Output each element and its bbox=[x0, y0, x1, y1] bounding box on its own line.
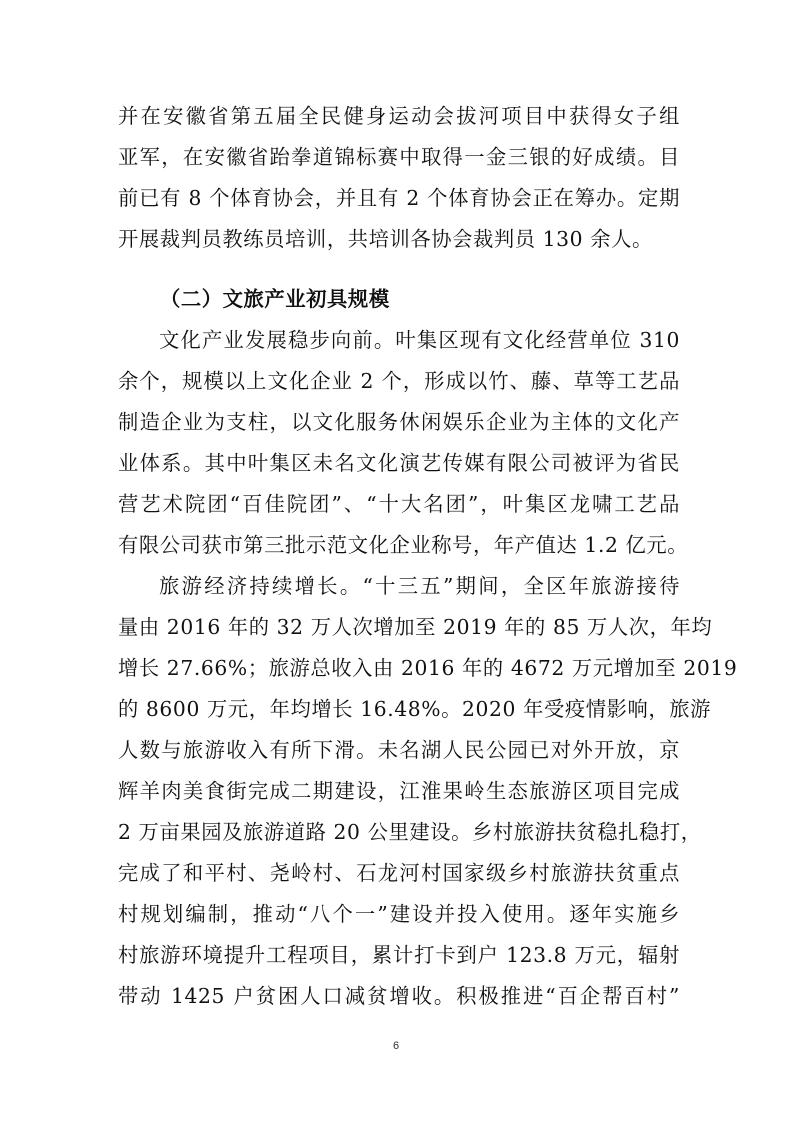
text-line: 辉羊肉美食街完成二期建设，江淮果岭生态旅游区项目完成 bbox=[118, 779, 680, 803]
text-line: 量由 2016 年的 32 万人次增加至 2019 年的 85 万人次，年均 bbox=[118, 615, 713, 639]
text-line: 开展裁判员教练员培训，共培训各协会裁判员 130 余人。 bbox=[118, 227, 653, 251]
text-line: 制造企业为支柱，以文化服务休闲娱乐企业为主体的文化产 bbox=[118, 410, 680, 434]
text-line: 并在安徽省第五届全民健身运动会拔河项目中获得女子组 bbox=[118, 104, 680, 128]
document-body bbox=[118, 96, 738, 1017]
text-line: 2 万亩果园及旅游道路 20 公里建设。乡村旅游扶贫稳扎稳打， bbox=[118, 820, 702, 844]
text-line: 的 8600 万元，年均增长 16.48%。2020 年受疫情影响，旅游 bbox=[118, 697, 712, 721]
text-line: 旅游经济持续增长。“十三五”期间，全区年旅游接待 bbox=[159, 574, 680, 598]
text-line: 完成了和平村、尧岭村、石龙河村国家级乡村旅游扶贫重点 bbox=[118, 861, 680, 885]
text-line: 业体系。其中叶集区未名文化演艺传媒有限公司被评为省民 bbox=[118, 451, 680, 475]
text-line: 文化产业发展稳步向前。叶集区现有文化经营单位 310 bbox=[159, 328, 680, 352]
text-line: 带动 1425 户贫困人口减贫增收。积极推进“百企帮百村” bbox=[118, 984, 680, 1008]
text-line: 增长 27.66%；旅游总收入由 2016 年的 4672 万元增加至 2019 bbox=[118, 656, 738, 680]
page-number: 6 bbox=[392, 1040, 400, 1052]
section-heading: （二）文旅产业初具规模 bbox=[160, 287, 390, 311]
text-line: 人数与旅游收入有所下滑。未名湖人民公园已对外开放，京 bbox=[118, 738, 680, 762]
text-line: 村旅游环境提升工程项目，累计打卡到户 123.8 万元，辐射 bbox=[118, 943, 680, 967]
text-line: 余个，规模以上文化企业 2 个，形成以竹、藤、草等工艺品 bbox=[118, 369, 680, 393]
text-line: 村规划编制，推动“八个一”建设并投入使用。逐年实施乡 bbox=[118, 902, 680, 926]
text-line: 亚军，在安徽省跆拳道锦标赛中取得一金三银的好成绩。目 bbox=[118, 145, 680, 169]
text-line: 营艺术院团“百佳院团”、“十大名团”，叶集区龙啸工艺品 bbox=[118, 492, 680, 516]
text-line: 前已有 8 个体育协会，并且有 2 个体育协会正在筹办。定期 bbox=[118, 186, 680, 210]
text-line: 有限公司获市第三批示范文化企业称号，年产值达 1.2 亿元。 bbox=[118, 533, 689, 557]
